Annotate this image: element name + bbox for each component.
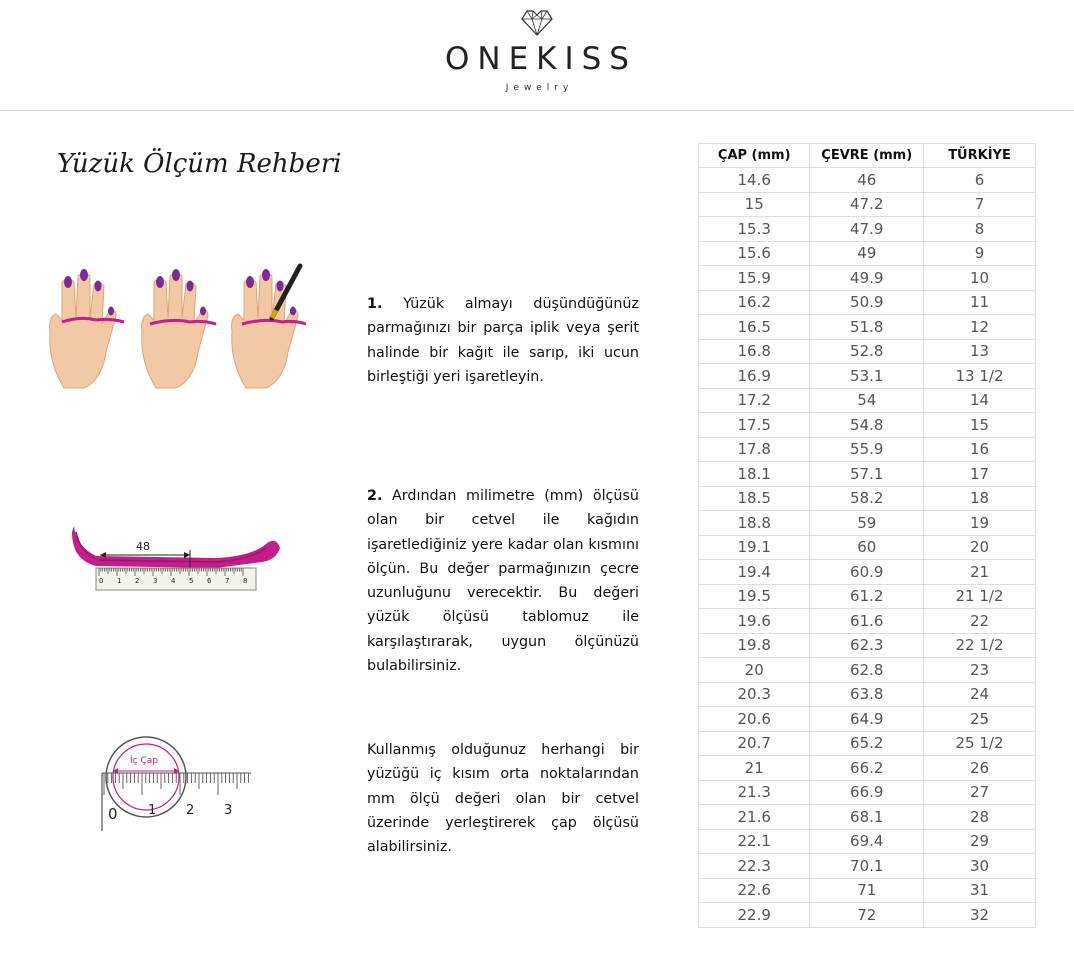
turkey-size-cell: 19 — [924, 511, 1036, 536]
turkey-size-cell: 18 — [924, 486, 1036, 511]
turkey-size-cell: 15 — [924, 413, 1036, 438]
turkey-size-cell: 8 — [924, 217, 1036, 242]
diameter-cell: 17.5 — [699, 413, 810, 438]
table-row — [699, 462, 1036, 487]
circumference-cell: 58.2 — [810, 486, 924, 511]
table-row — [699, 633, 1036, 658]
table-header-row — [699, 144, 1036, 168]
step-3-text — [367, 738, 639, 859]
table-row — [699, 388, 1036, 413]
diameter-cell: 17.8 — [699, 437, 810, 462]
turkey-size-cell: 13 — [924, 339, 1036, 364]
ruler-tick-label: 0 — [108, 805, 118, 823]
brand-tagline: Jewelry — [505, 83, 574, 93]
diameter-cell: 15.6 — [699, 241, 810, 266]
circumference-cell: 69.4 — [810, 829, 924, 854]
diameter-cell: 19.5 — [699, 584, 810, 609]
table-row — [699, 290, 1036, 315]
table-row — [699, 903, 1036, 928]
turkey-size-cell: 11 — [924, 290, 1036, 315]
circumference-cell: 61.2 — [810, 584, 924, 609]
circumference-cell: 60.9 — [810, 560, 924, 585]
table-row — [699, 584, 1036, 609]
turkey-size-cell: 24 — [924, 682, 1036, 707]
turkey-size-cell: 25 — [924, 707, 1036, 732]
turkey-size-cell: 13 1/2 — [924, 364, 1036, 389]
table-row — [699, 168, 1036, 193]
ruler-tick-label: 6 — [207, 577, 212, 585]
diameter-cell: 19.6 — [699, 609, 810, 634]
circumference-cell: 55.9 — [810, 437, 924, 462]
table-body — [699, 168, 1036, 928]
ruler-strip-icon — [66, 522, 288, 596]
table-row — [699, 266, 1036, 291]
diameter-cell: 19.4 — [699, 560, 810, 585]
circumference-cell: 50.9 — [810, 290, 924, 315]
step-3-body: Kullanmış olduğunuz herhangi bir yüzüğü iç kısım orta noktalarından mm ölçü değeri olan bir cetvel üzerinde yerleştirerek çap ölçüsü alabilirsiniz. — [367, 742, 639, 856]
circumference-cell: 62.3 — [810, 633, 924, 658]
circumference-cell: 62.8 — [810, 658, 924, 683]
diameter-cell: 16.9 — [699, 364, 810, 389]
diameter-cell: 15 — [699, 192, 810, 217]
ruler-tick-label: 2 — [186, 803, 195, 818]
circumference-cell: 66.2 — [810, 756, 924, 781]
table-row — [699, 413, 1036, 438]
table-row — [699, 486, 1036, 511]
ruler-tick-labels — [96, 577, 256, 589]
diameter-cell: 18.5 — [699, 486, 810, 511]
turkey-size-cell: 30 — [924, 854, 1036, 879]
diameter-cell: 16.2 — [699, 290, 810, 315]
diameter-cell: 20.3 — [699, 682, 810, 707]
turkey-size-cell: 31 — [924, 878, 1036, 903]
table-row — [699, 364, 1036, 389]
circumference-cell: 47.2 — [810, 192, 924, 217]
diameter-cell: 16.5 — [699, 315, 810, 340]
table-row — [699, 241, 1036, 266]
table-row — [699, 707, 1036, 732]
table-row — [699, 315, 1036, 340]
turkey-size-cell: 9 — [924, 241, 1036, 266]
step-2-number: 2. — [367, 488, 383, 504]
circumference-cell: 53.1 — [810, 364, 924, 389]
ring-ruler-icon — [96, 735, 256, 835]
ruler-tick-label: 8 — [243, 577, 248, 585]
diameter-cell: 20.7 — [699, 731, 810, 756]
table-row — [699, 217, 1036, 242]
circumference-cell: 68.1 — [810, 805, 924, 830]
circumference-cell: 46 — [810, 168, 924, 193]
turkey-size-cell: 27 — [924, 780, 1036, 805]
diameter-cell: 22.9 — [699, 903, 810, 928]
diameter-cell: 14.6 — [699, 168, 810, 193]
table-row — [699, 682, 1036, 707]
circumference-cell: 49.9 — [810, 266, 924, 291]
turkey-size-cell: 28 — [924, 805, 1036, 830]
diameter-cell: 20.6 — [699, 707, 810, 732]
ruler-tick-label: 2 — [135, 577, 140, 585]
ruler-tick-label: 0 — [99, 577, 104, 585]
diamond-heart-icon — [519, 7, 555, 37]
diameter-cell: 15.3 — [699, 217, 810, 242]
circumference-cell: 60 — [810, 535, 924, 560]
turkey-size-cell: 25 1/2 — [924, 731, 1036, 756]
circumference-cell: 47.9 — [810, 217, 924, 242]
turkey-size-cell: 32 — [924, 903, 1036, 928]
diameter-cell: 16.8 — [699, 339, 810, 364]
circumference-cell: 49 — [810, 241, 924, 266]
circumference-cell: 61.6 — [810, 609, 924, 634]
turkey-size-cell: 14 — [924, 388, 1036, 413]
diameter-cell: 17.2 — [699, 388, 810, 413]
turkey-size-cell: 26 — [924, 756, 1036, 781]
table-row — [699, 805, 1036, 830]
circumference-cell: 64.9 — [810, 707, 924, 732]
step-1-text — [367, 292, 639, 389]
step-1-number: 1. — [367, 296, 383, 312]
circumference-cell: 54.8 — [810, 413, 924, 438]
column-header-turkey-size: TÜRKİYE — [924, 144, 1036, 168]
turkey-size-cell: 23 — [924, 658, 1036, 683]
ruler-tick-label: 4 — [171, 577, 176, 585]
turkey-size-cell: 22 1/2 — [924, 633, 1036, 658]
turkey-size-cell: 21 — [924, 560, 1036, 585]
turkey-size-cell: 16 — [924, 437, 1036, 462]
circumference-cell: 52.8 — [810, 339, 924, 364]
circumference-cell: 51.8 — [810, 315, 924, 340]
ruler-tick-label: 5 — [189, 577, 194, 585]
circumference-cell: 71 — [810, 878, 924, 903]
diameter-cell: 21.6 — [699, 805, 810, 830]
turkey-size-cell: 20 — [924, 535, 1036, 560]
table-row — [699, 560, 1036, 585]
diameter-cell: 21.3 — [699, 780, 810, 805]
ruler-tick-label: 1 — [148, 803, 157, 818]
circumference-cell: 59 — [810, 511, 924, 536]
turkey-size-cell: 22 — [924, 609, 1036, 634]
table-row — [699, 437, 1036, 462]
diameter-cell: 21 — [699, 756, 810, 781]
table-row — [699, 339, 1036, 364]
table-row — [699, 609, 1036, 634]
column-header-diameter: ÇAP (mm) — [699, 144, 810, 168]
table-row — [699, 535, 1036, 560]
hands-string-icon — [40, 262, 310, 392]
circumference-cell: 57.1 — [810, 462, 924, 487]
inner-diameter-label: İç Çap — [130, 756, 158, 766]
page-header — [0, 0, 1074, 111]
circumference-cell: 70.1 — [810, 854, 924, 879]
circumference-cell: 66.9 — [810, 780, 924, 805]
table-row — [699, 192, 1036, 217]
table-row — [699, 854, 1036, 879]
turkey-size-cell: 10 — [924, 266, 1036, 291]
turkey-size-cell: 29 — [924, 829, 1036, 854]
page-title: Yüzük Ölçüm Rehberi — [57, 149, 342, 179]
ring-size-table — [698, 143, 1036, 928]
ruler-tick-label: 7 — [225, 577, 230, 585]
diameter-cell: 15.9 — [699, 266, 810, 291]
table-row — [699, 878, 1036, 903]
diameter-cell: 19.1 — [699, 535, 810, 560]
diameter-cell: 22.1 — [699, 829, 810, 854]
circumference-cell: 65.2 — [810, 731, 924, 756]
step-2-body: Ardından milimetre (mm) ölçüsü olan bir cetvel ile kağıdın işaretlediğiniz yere kadar olan kısmını ölçün. Bu değer parmağınızın çecre uzunluğunu verecektir. Bu değeri yüzük ölçüsü tablomuz ile karşılaştırarak, uygun ölçünüzü bulabilirsiniz. — [367, 488, 639, 675]
step-1-body: Yüzük almayı düşündüğünüz parmağınızı bir parça iplik veya şerit halinde bir kağıt ile sarıp, iki ucun birleştiği yeri işaretleyin. — [367, 296, 639, 385]
step-2-text — [367, 484, 639, 678]
ruler-tick-label: 3 — [153, 577, 158, 585]
table-row — [699, 829, 1036, 854]
diameter-cell: 18.1 — [699, 462, 810, 487]
table-row — [699, 756, 1036, 781]
table-row — [699, 731, 1036, 756]
diameter-cell: 22.6 — [699, 878, 810, 903]
column-header-circumference: ÇEVRE (mm) — [810, 144, 924, 168]
table-row — [699, 780, 1036, 805]
turkey-size-cell: 6 — [924, 168, 1036, 193]
ruler-measure-label: 48 — [136, 540, 150, 553]
diameter-cell: 18.8 — [699, 511, 810, 536]
table-row — [699, 511, 1036, 536]
circumference-cell: 72 — [810, 903, 924, 928]
ruler-tick-label: 1 — [117, 577, 122, 585]
turkey-size-cell: 12 — [924, 315, 1036, 340]
turkey-size-cell: 7 — [924, 192, 1036, 217]
circumference-cell: 63.8 — [810, 682, 924, 707]
brand-name: ONEKISS — [444, 41, 637, 77]
circumference-cell: 54 — [810, 388, 924, 413]
table-row — [699, 658, 1036, 683]
diameter-cell: 20 — [699, 658, 810, 683]
diameter-cell: 19.8 — [699, 633, 810, 658]
turkey-size-cell: 17 — [924, 462, 1036, 487]
diameter-cell: 22.3 — [699, 854, 810, 879]
ruler-tick-label: 3 — [224, 803, 233, 818]
turkey-size-cell: 21 1/2 — [924, 584, 1036, 609]
